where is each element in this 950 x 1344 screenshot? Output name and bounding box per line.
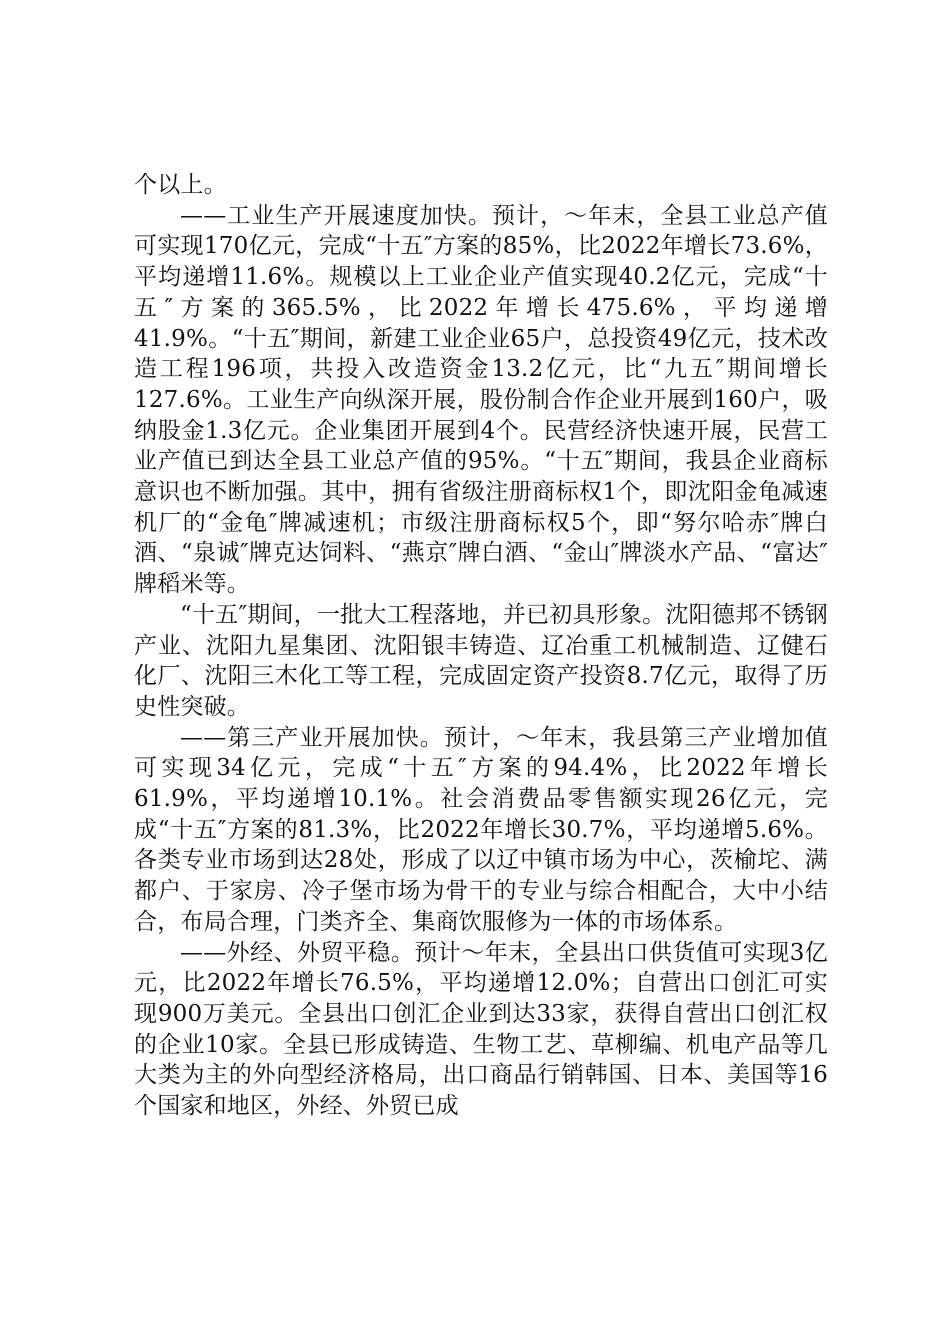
document-page [134, 170, 828, 1122]
paragraph-foreign-trade: ——外经、外贸平稳。预计～年末，全县出口供货值可实现3亿元，比2022年增长76.5%，平均递增12.0%；自营出口创汇可实现900万美元。全县出口创汇企业到达33家，获得自营出口创汇权的企业10家。全县已形成铸造、生物工艺、草柳编、机电产品等几大类为主的外向型经济格局，出口商品行销韩国、日本、美国等16个国家和地区，外经、外贸已成 [134, 939, 828, 1120]
paragraph-projects: “十五″期间，一批大工程落地，并已初具形象。沈阳德邦不锈钢产业、沈阳九星集团、沈阳银丰铸造、辽冶重工机械制造、辽健石化厂、沈阳三木化工等工程，完成固定资产投资8.7亿元，取得了历史性突破。 [134, 601, 828, 720]
paragraph-tertiary: ——第三产业开展加快。预计，～年末，我县第三产业增加值可实现34亿元，完成“十五″方案的94.4%，比2022年增长61.9%，平均递增10.1%。社会消费品零售额实现26亿元，完成“十五″方案的81.3%，比2022年增长30.7%，平均递增5.6%。各类专业市场到达28处，形成了以辽中镇市场为中心，茨榆坨、满都户、于家房、冷子堡市场为骨干的专业与综合相配合，大中小结合，布局合理，门类齐全、集商饮服修为一体的市场体系。 [134, 724, 828, 935]
paragraph-continuation: 个以上。 [134, 172, 227, 198]
paragraph-industry: ——工业生产开展速度加快。预计，～年末，全县工业总产值可实现170亿元，完成“十五″方案的85%，比2022年增长73.6%，平均递增11.6%。规模以上工业企业产值实现40.2亿元，完成“十五″方案的365.5%，比2022年增长475.6%，平均递增41.9%。“十五″期间，新建工业企业65户，总投资49亿元，技术改造工程196项，共投入改造资金13.2亿元，比“九五″期间增长127.6%。工业生产向纵深开展，股份制合作企业开展到160户，吸纳股金1.3亿元。企业集团开展到4个。民营经济快速开展，民营工业产值已到达全县工业总产值的95%。“十五″期间，我县企业商标意识也不断加强。其中，拥有省级注册商标权1个，即沈阳金龟减速机厂的“金龟″牌减速机；市级注册商标权5个，即“努尔哈赤″牌白酒、“泉诚″牌克达饲料、“燕京″牌白酒、“金山″牌淡水产品、“富达″牌稻米等。 [134, 202, 828, 598]
